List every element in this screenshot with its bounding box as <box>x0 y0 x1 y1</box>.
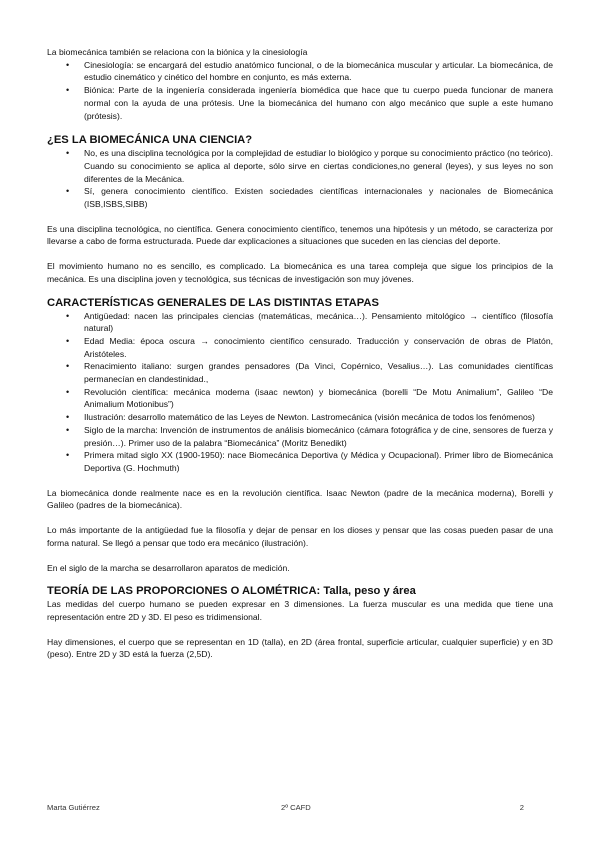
section-heading-proportions: TEORÍA DE LAS PROPORCIONES O ALOMÉTRICA: Talla, peso y área <box>47 585 416 598</box>
list-item: • Siglo de la marcha: Invención de instrumentos de análisis biomecánico (cámara fotográfica y de cine, sensores de fuerza y presión…). Primer uso de la palabra “Biomecánica” (Moritz Benedikt) <box>84 424 553 449</box>
footer-page-number: 2 <box>519 803 524 812</box>
section-heading-science: ¿ES LA BIOMECÁNICA UNA CIENCIA? <box>47 134 253 147</box>
list-item: • Biónica: Parte de la ingeniería considerada ingeniería biomédica que hace que tu cuerpo pueda funcionar de manera normal con la ayuda de una prótesis. Une la biomecánica del humano con algo mecánico que suple a este humano (prótesis). <box>84 84 553 122</box>
paragraph: Las medidas del cuerpo humano se pueden expresar en 3 dimensiones. La fuerza muscular es una medida que tiene una representación entre 2D y 3D. El peso es tridimensional. <box>47 599 553 622</box>
list-item: • Ilustración: desarrollo matemático de las Leyes de Newton. Lastromecánica (visión mecánica de todos los fenómenos) <box>84 411 553 424</box>
paragraph: Es una disciplina tecnológica, no científica. Genera conocimiento científico, tenemos una hipótesis y un método, se caracteriza por llevarse a cabo de forma estructurada. Puede dar explicaciones a situaciones que suceden en las ciencias del deporte. <box>47 223 553 247</box>
paragraph: El movimiento humano no es sencillo, es complicado. La biomecánica es una tarea compleja que sigue los principios de la mecánica. Es una disciplina joven y tecnológica, sus técnicas de investigación son muy jóvenes. <box>47 261 553 284</box>
stages-bullet-list <box>47 310 553 475</box>
footer-course: 2º CAFD <box>281 803 311 812</box>
list-item: • Primera mitad siglo XX (1900-1950): nace Biomecánica Deportiva (y Médica y Ocupacional). Primer libro de Biomecánica Deportiva (G. Hochmuth) <box>84 449 553 474</box>
footer-author: Marta Gutiérrez <box>47 803 100 812</box>
intro-bullet-list <box>47 59 553 123</box>
intro-text: La biomecánica también se relaciona con la biónica y la cinesiología <box>47 47 308 57</box>
list-item: • Edad Media: época oscura → conocimiento científico censurado. Traducción y conservación de obras de Platón, Aristóteles. <box>84 335 553 360</box>
list-item: • Revolución científica: mecánica moderna (isaac newton) y biomecánica (borelli “De Motu Animalium”, Galileo “De Animalium Motionibus”) <box>84 386 553 411</box>
list-item: • Renacimiento italiano: surgen grandes pensadores (Da Vinci, Copérnico, Vesalius…). Las comunidades científicas permanecían en clandestinidad., <box>84 360 553 385</box>
paragraph: Lo más importante de la antigüedad fue la filosofía y dejar de pensar en los dioses y pensar que las cosas pueden pasar de una forma natural. Se llegó a pensar que todo era mecánico (ilustración). <box>47 525 553 548</box>
science-bullet-list <box>47 147 553 211</box>
document-page <box>47 46 553 661</box>
list-item: • Cinesiología: se encargará del estudio anatómico funcional, o de la biomecánica muscular y articular. La biomecánica, de estudio cinemático y cinético del hombre en conjunto, es más externa. <box>84 59 553 84</box>
page-footer <box>47 802 553 814</box>
section-heading-stages: CARACTERÍSTICAS GENERALES DE LAS DISTINTAS ETAPAS <box>47 296 379 309</box>
paragraph: Hay dimensiones, el cuerpo que se representan en 1D (talla), en 2D (área frontal, superficie articular, cualquier superficie) y en 3D (peso). Entre 2D y 3D está la fuerza (2,5D). <box>47 636 553 660</box>
paragraph: En el siglo de la marcha se desarrollaron aparatos de medición. <box>47 562 290 573</box>
list-item: • No, es una disciplina tecnológica por la complejidad de estudiar lo biológico y porque su conocimiento práctico (no teórico). Cuando su conocimiento se aplica al deporte, sólo sirve en ciertas condiciones,no general (leyes), y sus leyes no son diferentes de la Mecánica. <box>84 147 553 185</box>
list-item: • Antigüedad: nacen las principales ciencias (matemáticas, mecánica…). Pensamiento mitológico → científico (filosofía natural) <box>84 310 553 335</box>
paragraph: La biomecánica donde realmente nace es en la revolución científica. Isaac Newton (padre de la mecánica moderna), Borelli y Galileo (padres de la biomecánica). <box>47 487 553 511</box>
list-item: • Sí, genera conocimiento científico. Existen sociedades científicas internacionales y nacionales de Biomecánica (ISB,ISBS,SIBB) <box>84 185 553 210</box>
